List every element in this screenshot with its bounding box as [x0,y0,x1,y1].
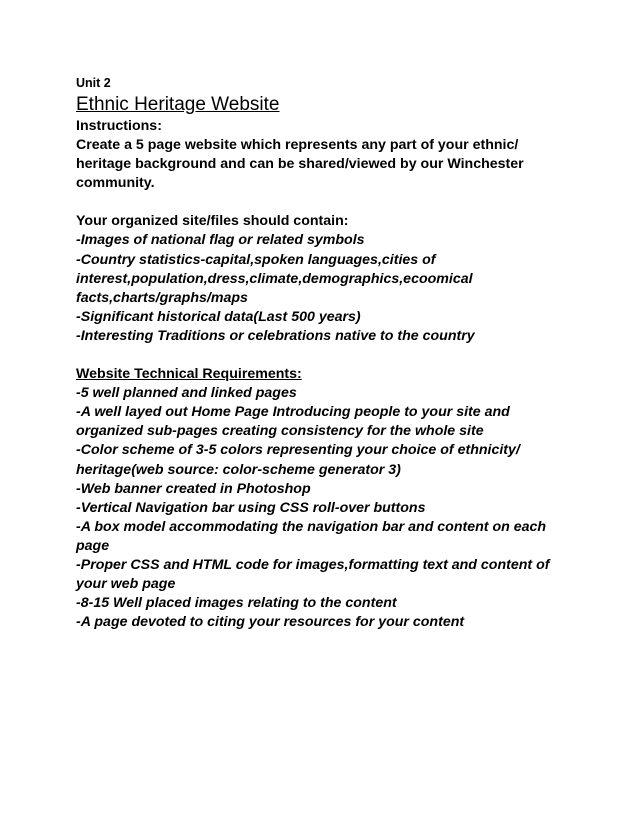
requirements-item: -Vertical Navigation bar using CSS roll-over buttons [76,499,426,516]
requirements-item: -5 well planned and linked pages [76,385,297,402]
page-title: Ethnic Heritage Website [76,94,280,115]
contents-item: -Country statistics-capital,spoken languages,cities of [76,251,436,268]
contents-item: facts,charts/graphs/maps [76,289,248,306]
contents-item: -Significant historical data(Last 500 years) [76,308,361,325]
instructions-line: Create a 5 page website which represents any part of your ethnic/ [76,137,519,154]
contents-item: -Interesting Traditions or celebrations native to the country [76,327,475,344]
requirements-item: -A page devoted to citing your resources for your content [76,614,465,631]
requirements-item: -A well layed out Home Page Introducing people to your site and [76,404,510,421]
contents-item: interest,population,dress,climate,demographics,ecoomical [76,270,473,287]
requirements-item: your web page [76,576,176,593]
requirements-heading: Website Technical Requirements: [76,366,302,383]
contents-section [76,212,616,346]
spacer [76,193,616,212]
requirements-item: -Web banner created in Photoshop [76,480,311,497]
requirements-item: heritage(web source: color-scheme generator 3) [76,461,401,478]
requirements-section [76,365,616,632]
instructions-heading: Instructions: [76,118,162,134]
document-page [76,76,616,632]
requirements-item: organized sub-pages creating consistency for the whole site [76,423,484,440]
requirements-item: -Color scheme of 3-5 colors representing your choice of ethnicity/ [76,442,520,459]
instructions-section [76,117,616,193]
spacer [76,346,616,365]
contents-heading: Your organized site/files should contain: [76,213,349,230]
unit-label: Unit 2 [76,76,111,90]
contents-item: -Images of national flag or related symbols [76,232,365,249]
instructions-line: community. [76,175,155,192]
requirements-item: -A box model accommodating the navigation bar and content on each [76,518,547,535]
requirements-item: -8-15 Well placed images relating to the content [76,595,397,612]
requirements-item: page [76,537,110,554]
requirements-item: -Proper CSS and HTML code for images,formatting text and content of [76,556,550,573]
instructions-line: heritage background and can be shared/viewed by our Winchester [76,156,524,173]
